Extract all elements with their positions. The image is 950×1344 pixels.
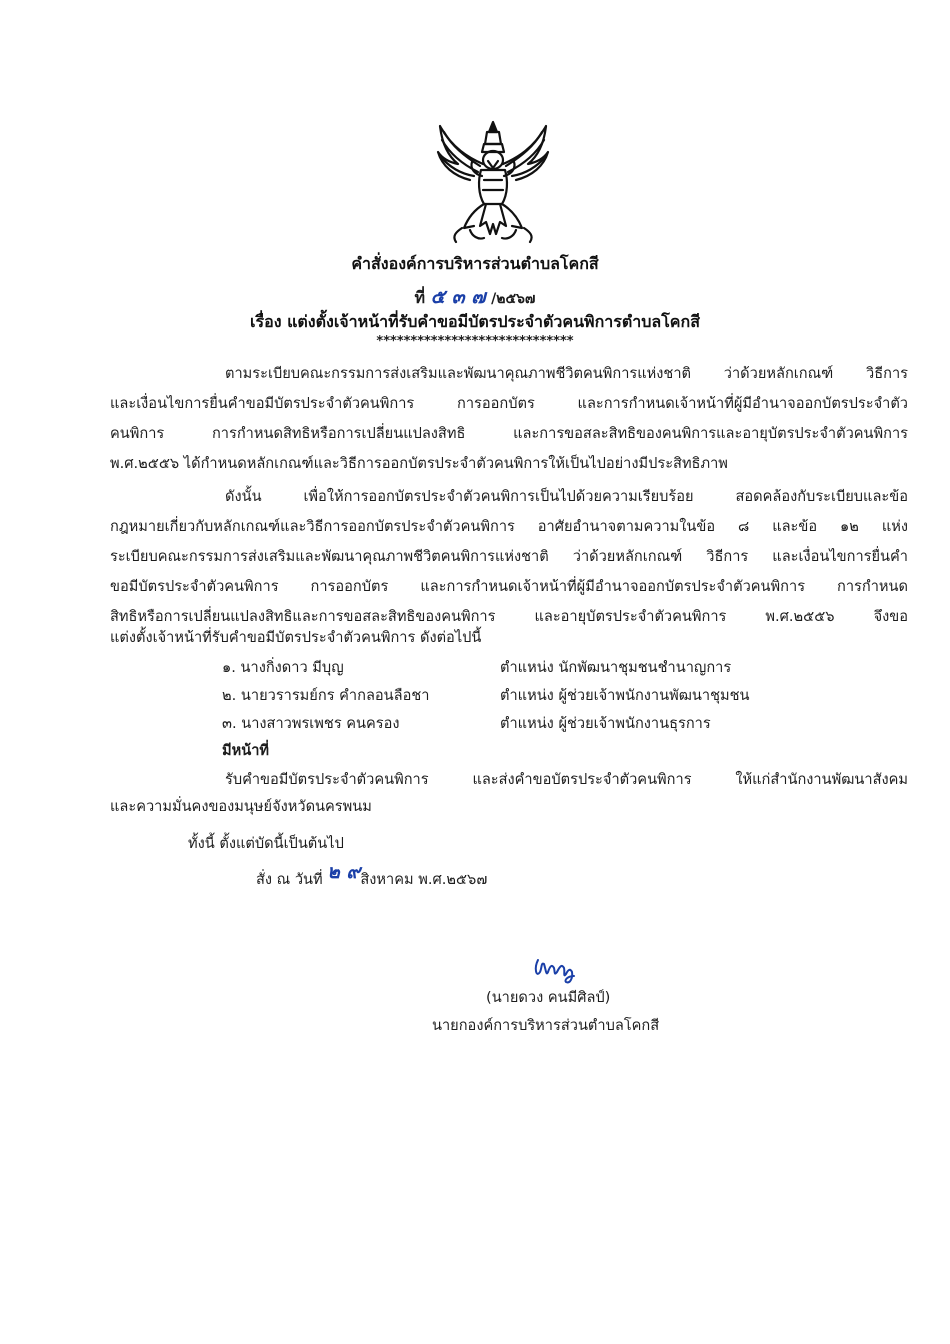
garuda-emblem-icon xyxy=(434,118,552,246)
paragraph2-line: ขอมีบัตรประจำตัวคนพิการ การออกบัตร และการกำหนดเจ้าหน้าที่ผู้มีอำนาจออกบัตรประจำตัวคนพิการ การกำหนด xyxy=(110,578,908,595)
paragraph1-line: ตามระเบียบคณะกรรมการส่งเสริมและพัฒนาคุณภาพชีวิตคนพิการแห่งชาติ ว่าด้วยหลักเกณฑ์ วิธีการ xyxy=(225,365,908,382)
paragraph1-line: พ.ศ.๒๕๕๖ ได้กำหนดหลักเกณฑ์และวิธีการออกบัตรประจำตัวคนพิการให้เป็นไปอย่างมีประสิทธิภาพ xyxy=(110,455,728,472)
signatory-name: (นายดวง คนมีศิลป์) xyxy=(486,989,611,1006)
issue-date-line xyxy=(256,861,488,890)
order-number-line xyxy=(0,282,950,312)
appointee-position: ตำแหน่ง ผู้ช่วยเจ้าพนักงานธุรการ xyxy=(500,715,711,732)
separator: ***************************** xyxy=(376,334,574,349)
issue-day: ๒ ๙ xyxy=(327,861,361,883)
issue-date-prefix: สั่ง ณ วันที่ xyxy=(256,871,323,888)
duty-text-line: รับคำขอมีบัตรประจำตัวคนพิการ และส่งคำขอบัตรประจำตัวคนพิการ ให้แก่สำนักงานพัฒนาสังคม xyxy=(225,771,908,788)
signatory-title: นายกองค์การบริหารส่วนตำบลโคกสี xyxy=(432,1017,660,1034)
handwritten-signature-icon xyxy=(532,950,580,986)
duty-heading: มีหน้าที่ xyxy=(222,742,270,759)
duty-text-line: และความมั่นคงของมนุษย์จังหวัดนครพนม xyxy=(110,798,372,815)
issue-month-year: สิงหาคม พ.ศ.๒๕๖๗ xyxy=(360,871,488,888)
paragraph1-line: และเงื่อนไขการยื่นคำขอมีบัตรประจำตัวคนพิการ การออกบัตร และการกำหนดเจ้าหน้าที่ผู้มีอำนาจออกบัตรประจำตัว xyxy=(110,395,908,412)
order-prefix: ที่ xyxy=(414,288,426,307)
paragraph2-line: กฎหมายเกี่ยวกับหลักเกณฑ์และวิธีการออกบัตรประจำตัวคนพิการ อาศัยอำนาจตามความในข้อ ๘ และข้อ ๑๒ แห่ง xyxy=(110,518,908,535)
paragraph2-line: ดังนั้น เพื่อให้การออกบัตรประจำตัวคนพิการเป็นไปด้วยความเรียบร้อย สอดคล้องกับระเบียบและข้อ xyxy=(225,488,908,505)
appointee-name: ๓. นางสาวพรเพชร คนครอง xyxy=(222,715,400,732)
paragraph1-line: คนพิการ การกำหนดสิทธิหรือการเปลี่ยนแปลงสิทธิ และการขอสละสิทธิของคนพิการและอายุบัตรประจำตัวคนพิการ xyxy=(110,425,908,442)
paragraph2-line: สิทธิหรือการเปลี่ยนแปลงสิทธิและการขอสละสิทธิของคนพิการ และอายุบัตรประจำตัวคนพิการ พ.ศ.๒๕๕๖ จึงขอ xyxy=(110,608,908,625)
order-year: /๒๕๖๗ xyxy=(491,291,536,307)
order-number: ๕ ๓ ๗ xyxy=(430,286,486,308)
effective-statement: ทั้งนี้ ตั้งแต่บัดนี้เป็นต้นไป xyxy=(188,835,344,852)
appointee-position: ตำแหน่ง นักพัฒนาชุมชนชำนาญการ xyxy=(500,659,732,676)
appointee-name: ๒. นายวรารมย์กร คำกลอนลือชา xyxy=(222,687,430,704)
paragraph2-line: ระเบียบคณะกรรมการส่งเสริมและพัฒนาคุณภาพชีวิตคนพิการแห่งชาติ ว่าด้วยหลักเกณฑ์ วิธีการ และเงื่อนไขการยื่นคำ xyxy=(110,548,908,565)
order-subject: เรื่อง แต่งตั้งเจ้าหน้าที่รับคำขอมีบัตรประจำตัวคนพิการตำบลโคกสี xyxy=(250,312,700,331)
order-title: คำสั่งองค์การบริหารส่วนตำบลโคกสี xyxy=(351,254,599,273)
appointee-name: ๑. นางกิ่งดาว มีบุญ xyxy=(222,659,344,676)
paragraph2-line: แต่งตั้งเจ้าหน้าที่รับคำขอมีบัตรประจำตัวคนพิการ ดังต่อไปนี้ xyxy=(110,629,482,646)
appointee-position: ตำแหน่ง ผู้ช่วยเจ้าพนักงานพัฒนาชุมชน xyxy=(500,687,750,704)
